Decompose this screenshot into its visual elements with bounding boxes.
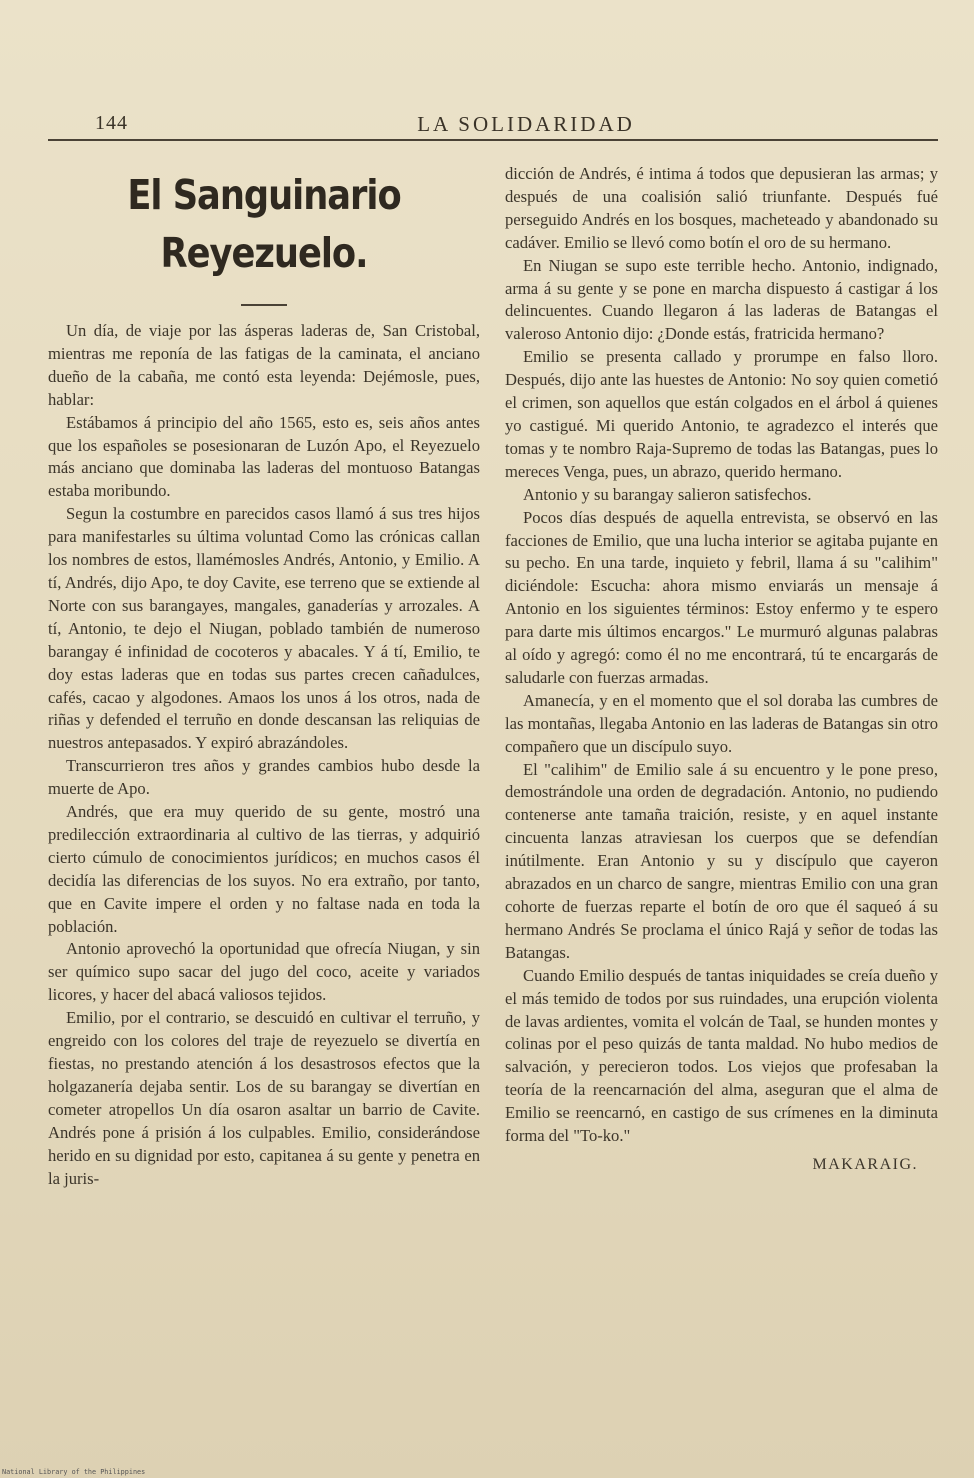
library-credit: National Library of the Philippines [2,1468,146,1476]
paragraph: Estábamos á principio del año 1565, esto es, seis años antes que los españoles se posesionaran de Luzón Apo, el Reyezuelo más anciano que dominaba las laderas del montuoso Batangas estaba moribundo. [48,412,480,501]
article-title: El Sanguinario Reyezuelo. [127,171,401,277]
paragraph: Emilio, por el contrario, se descuidó en cultivar el terruño, y engreido con los colores del traje de reyezuelo se divertía en fiestas, no prestando atención á los desastrosos efectos que la holgazanería dejaba sentir. Los de su barangay se divertían en cometer atropellos Un día osaron asaltar un barrio de Cavite. Andrés pone á prisión á los culpables. Emilio, considerándose herido en su dignidad por esto, capitanea á su gente y penetra en la juris- [48,1008,480,1188]
page-number: 144 [95,112,128,134]
paragraph: Cuando Emilio después de tantas iniquidades se creía dueño y el más temido de todos por sus ruindades, una erupción violenta de lavas ardientes, vomita el volcán de Taal, se hunden montes y colinas por el peso quizás de tanta maldad. No hubo medios de salvación, y perecieron todos. Los viejos que profesaban la teoría de la reencarnación del alma, aseguran que el alma de Emilio se reencarnó, en castigo de sus crímenes en la diminuta forma del "To-ko." [505,965,938,1146]
paragraph: Amanecía, y en el momento que el sol doraba las cumbres de las montañas, llegaba Antonio en las laderas de Batangas sin otro compañero que un discípulo suyo. [505,690,938,756]
paragraph: Andrés, que era muy querido de su gente, mostró una predilección extraordinaria al cultivo de las tierras, y adquirió cierto cúmulo de conocimientos jurídicos; en muchos casos él decidía las diferencias de los suyos. No era extraño, por tanto, que en Cavite impere el orden y no faltase nada en toda la población. [48,802,480,936]
title-divider [241,304,287,306]
paragraph: El "calihim" de Emilio sale á su encuentro y le pone preso, demostrándole una orden de degradación. Antonio, no pudiendo contenerse ante tamaña traición, resiste, y en aquel instante cincuenta lanzas atraviesan los cuerpos que se defendían inútilmente. Eran Antonio y su y discípulo que cayeron abrazados en un charco de sangre, mientras Emilio con una gran cohorte de fuerzas reparte el botín de oro que él saqueó á su hermano Andrés Se proclama el único Rajá y señor de todas las Batangas. [505,759,938,962]
header-rule [48,139,938,141]
paragraph: Antonio aprovechó la oportunidad que ofrecía Niugan, y sin ser químico supo sacar del jugo del coco, aceite y variados licores, y hacer del abacá valiosos tejidos. [48,939,480,1005]
paragraph: Emilio se presenta callado y prorumpe en falso lloro. Después, dijo ante las huestes de Antonio: No soy quien cometió el crimen, son aquellos que están colgados en el árbol á quienes yo castigué. Mi querido Antonio, te agradezco el interés que tomas y te nombro Raja-Supremo de todas las Batangas, pues lo mereces Venga, pues, un abrazo, querido hermano. [505,347,938,481]
paragraph: Pocos días después de aquella entrevista, se observó en las facciones de Emilio, que una lucha interior se agitaba pujante en su pecho. En una tarde, inquieto y febril, llama á su "calihim" diciéndole: Escucha: ahora mismo enviarás un mensaje á Antonio en los siguientes términos: Estoy enfermo y te espero para darte mis últimos encargos." Le murmuró algunas palabras al oído y agregó: como él no me encontrará, tú te encargarás de saludarle con fuerzas armadas. [505,507,938,687]
left-column [48,160,480,1190]
paragraph: Transcurrieron tres años y grandes cambios hubo desde la muerte de Apo. [48,756,480,799]
paragraph: dicción de Andrés, é intima á todos que depusieran las armas; y después de una coalisión salió triunfante. Después fué perseguido Andrés en los bosques, macheteado y abandonado su cadáver. Emilio se llevó como botín el oro de su hermano. [505,164,938,252]
paragraph: Segun la costumbre en parecidos casos llamó á sus tres hijos para manifestarles su última voluntad Como las crónicas callan los nombres de estos, llamémosles Andrés, Antonio, y Emilio. A tí, Andrés, dijo Apo, te doy Cavite, ese terreno que se extiende al Norte con sus barangayes, mangales, ganaderías y arrozales. A tí, Antonio, te dejo el Niugan, poblado también de numeroso barangay é infinidad de cocoteros y abacales. Y á tí, Emilio, te doy estas laderas que en todas sus partes crecen cañadulces, cafés, cacao y algodones. Amaos los unos á los otros, nada de riñas y defended el terruño en donde descansan las reliquias de nuestros antepasados. Y expiró abrazándoles. [48,504,480,753]
paragraph: En Niugan se supo este terrible hecho. Antonio, indignado, arma á su gente y se pone en marcha dispuesto á castigar á los delincuentes. Cuando llegaron á las laderas de Batangas el valeroso Antonio dijo: ¿Donde estás, fratricida hermano? [505,255,938,344]
running-header [0,112,974,142]
paragraph: Antonio y su barangay salieron satisfechos. [523,484,812,504]
right-column [505,163,938,1177]
publication-title: LA SOLIDARIDAD [417,112,635,136]
author-signature: MAKARAIG. [812,1155,918,1173]
paragraph: Un día, de viaje por las ásperas laderas de, San Cristobal, mientras me reponía de las fatigas de la caminata, el anciano dueño de la cabaña, me contó esta leyenda: Dejémosle, pues, hablar: [48,321,480,409]
